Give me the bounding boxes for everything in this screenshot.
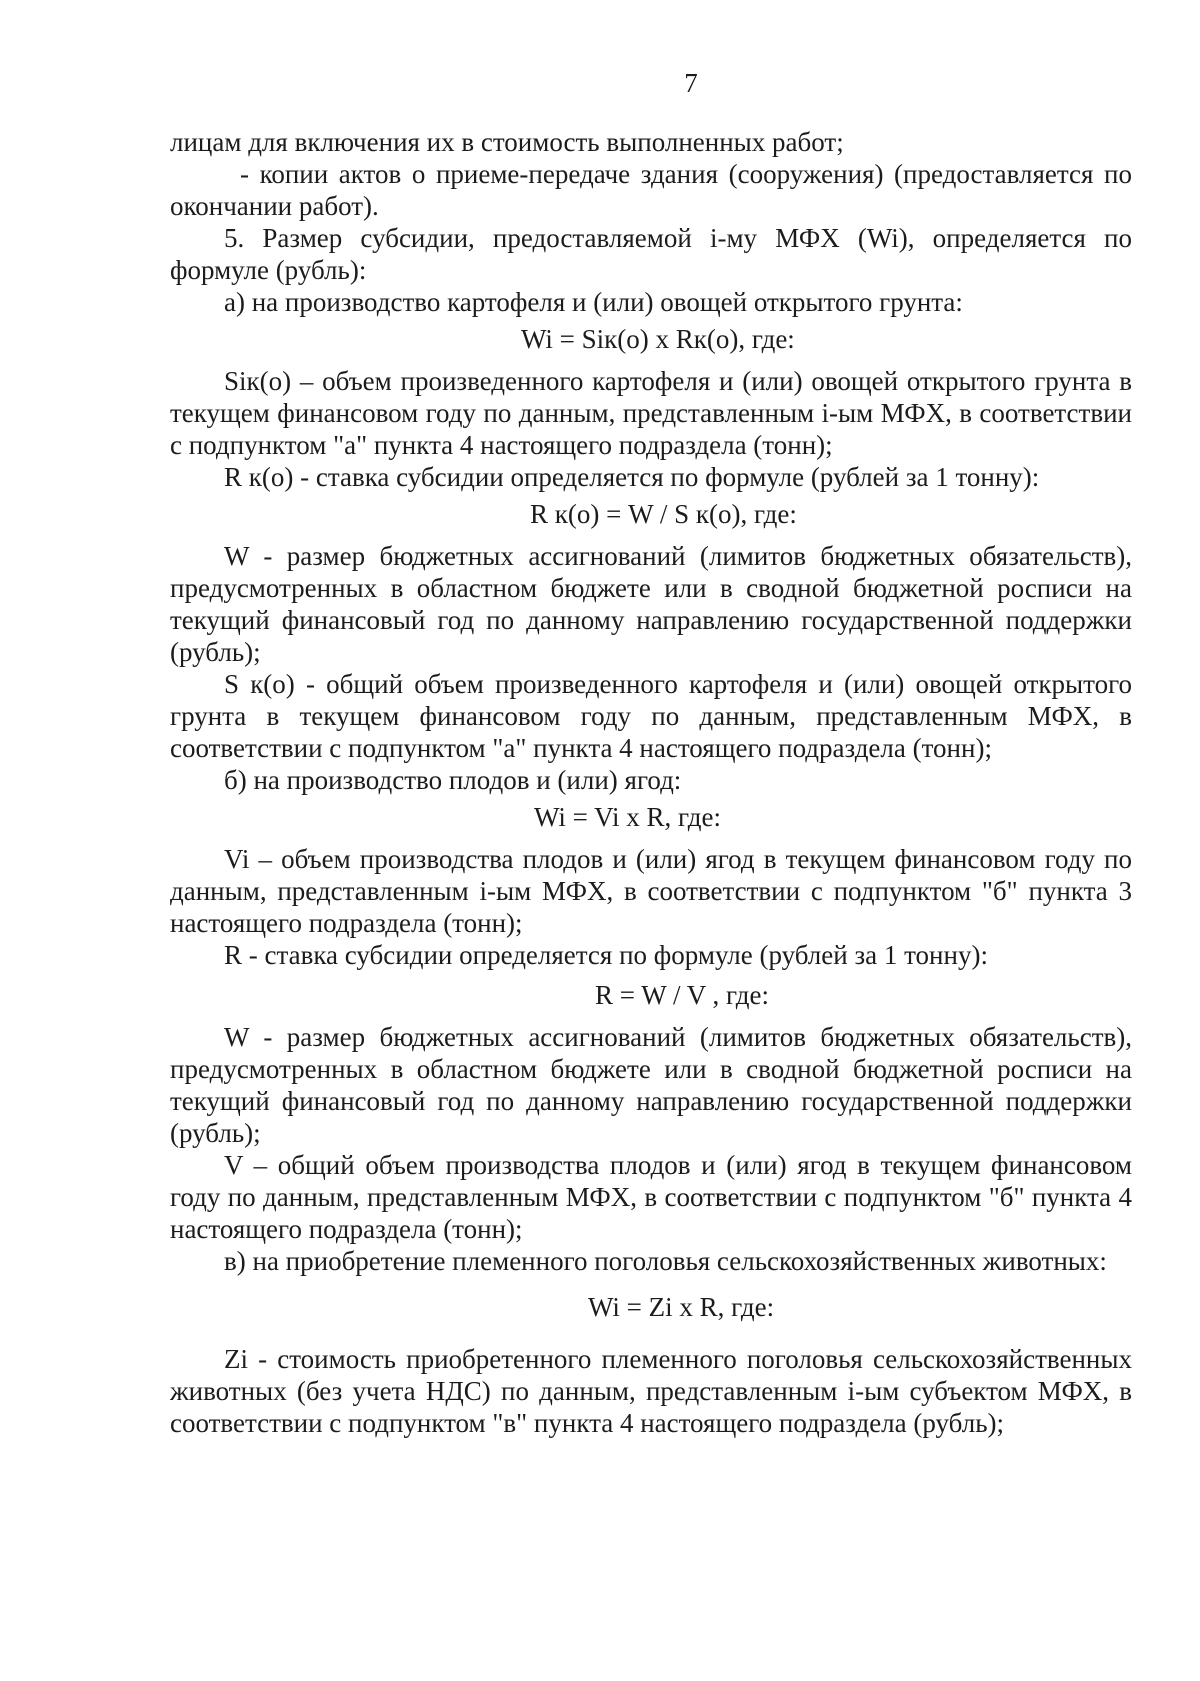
document-body [170,126,1132,1439]
paragraph: б) на производство плодов и (или) ягод: [224,765,682,795]
paragraph: W - размер бюджетных ассигнований (лимитов бюджетных обязательств), предусмотренных в областном бюджете или в сводной бюджетной росписи на текущий финансовый год по данному направлению государственной поддержки (рубль); [170,1022,1132,1148]
paragraph: Siк(о) – объем произведенного картофеля и (или) овощей открытого грунта в текущем финансовом году по данным, представленным i-ым МФХ, в соответствии с подпунктом "а" пункта 4 настоящего подраздела (тонн); [170,366,1132,460]
formula: R к(о) = W / S к(о), где: [530,499,797,529]
paragraph: V – общий объем производства плодов и (или) ягод в текущем финансовом году по данным, представленным МФХ, в соответствии с подпунктом "б" пункта 4 настоящего подраздела (тонн); [170,1150,1132,1244]
paragraph: Vi – объем производства плодов и (или) ягод в текущем финансовом году по данным, представленным i-ым МФХ, в соответствии с подпунктом "б" пункта 3 настоящего подраздела (тонн); [170,844,1132,938]
paragraph: 5. Размер субсидии, предоставляемой i-му МФХ (Wi), определяется по формуле (рубль): [170,223,1132,285]
paragraph: S к(о) - общий объем произведенного картофеля и (или) овощей открытого грунта в текущем финансовом году по данным, представленным МФХ, в соответствии с подпунктом "а" пункта 4 настоящего подраздела (тонн); [170,669,1132,763]
page-number: 7 [684,68,698,98]
paragraph: - копии актов о приеме-передаче здания (сооружения) (предоставляется по окончании работ). [170,159,1132,221]
paragraph: а) на производство картофеля и (или) овощей открытого грунта: [224,287,963,317]
paragraph: в) на приобретение племенного поголовья сельскохозяйственных животных: [224,1246,1107,1276]
paragraph: R к(о) - ставка субсидии определяется по формуле (рублей за 1 тонну): [224,462,1040,492]
formula: Wi = Siк(о) х Rк(о), где: [521,324,795,354]
paragraph: R - ставка субсидии определяется по формуле (рублей за 1 тонну): [224,940,988,970]
paragraph: лицам для включения их в стоимость выполненных работ; [170,127,844,157]
paragraph: W - размер бюджетных ассигнований (лимитов бюджетных обязательств), предусмотренных в областном бюджете или в сводной бюджетной росписи на текущий финансовый год по данному направлению государственной поддержки (рубль); [170,541,1132,667]
formula: Wi = Zi х R, где: [588,1292,775,1322]
paragraph: Zi - стоимость приобретенного племенного поголовья сельскохозяйственных животных (без учета НДС) по данным, представленным i-ым субъектом МФХ, в соответствии с подпунктом "в" пункта 4 настоящего подраздела (рубль); [170,1344,1132,1438]
formula: Wi = Vi х R, где: [534,802,721,832]
formula: R = W / V , где: [595,980,769,1010]
